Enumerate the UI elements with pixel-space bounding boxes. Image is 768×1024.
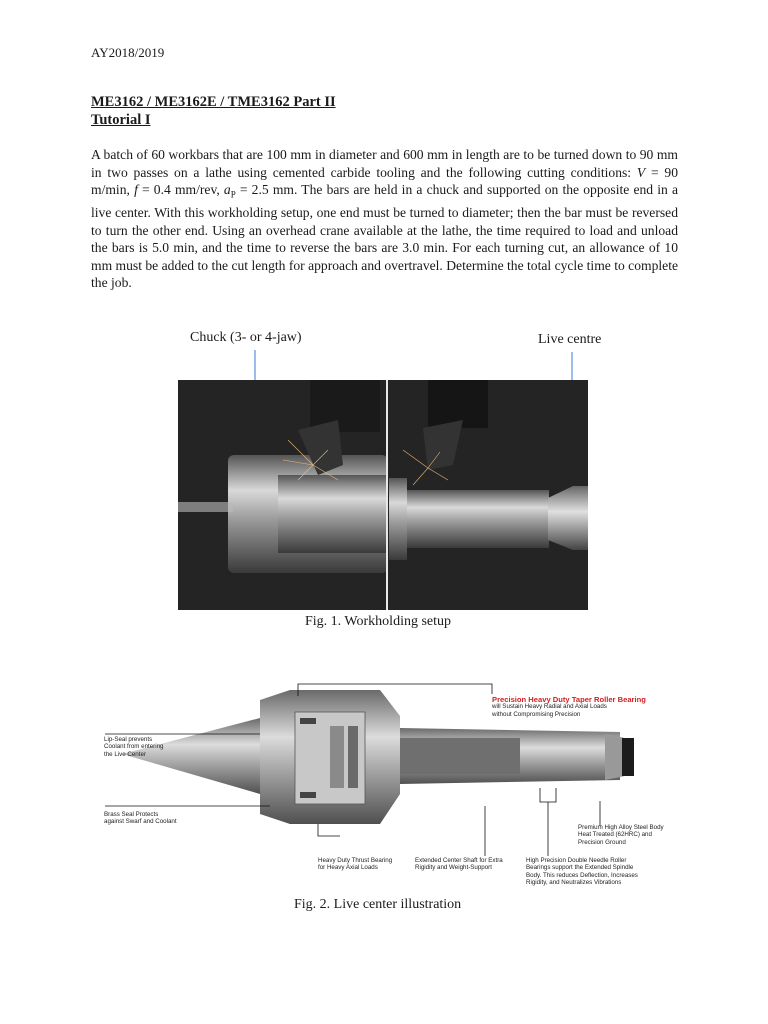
- brass-seal-line-1: Brass Seal Protects: [104, 811, 159, 818]
- lip-seal-line-2: Coolant from entering: [104, 743, 164, 751]
- steel-body-callout: [578, 824, 664, 846]
- body-line-2: Heat Treated (62HRC) and: [578, 831, 652, 839]
- chuck-label: Chuck (3- or 4-jaw): [190, 330, 302, 345]
- brass-seal-callout: [104, 811, 177, 826]
- lip-seal-callout: [104, 736, 164, 758]
- bearing-sub-2: without Compromising Precision: [492, 710, 581, 718]
- ap-value: = 2.5 mm.: [235, 182, 302, 197]
- lip-seal-line-1: Lip-Seal prevents: [104, 736, 153, 743]
- needle-line-3: Body. This reduces Deflection, Increases: [526, 871, 638, 879]
- course-title: ME3162 / ME3162E / TME3162 Part II: [91, 94, 336, 110]
- figure-2-caption: Fig. 2. Live center illustration: [294, 897, 462, 912]
- needle-line-2: Bearings support the Extended Spindle: [526, 864, 634, 872]
- thrust-bearing-callout: [318, 857, 392, 872]
- body-line-1: Premium High Alloy Steel Body: [578, 824, 664, 831]
- problem-text-2: The bars are held in a chuck and supported on the opposite end in a live center. With this workholding setup, one end must be turned to diameter; then the bar must be reversed to turn the other end. Using an overhead crane available at the lathe, the time required to load and unload the bars is 5.0 min, and the time to reverse the bars are 3.0 min. For each turning cut, an allowance of 10 mm must be added to the cut length for approach and overtravel. Determine the total cycle time to complete the job.: [91, 182, 678, 291]
- workholding-photo: [178, 380, 588, 610]
- body-line-3: Precision Ground: [578, 838, 626, 846]
- bearing-sub-1: will Sustain Heavy Radial and Axial Loads: [492, 703, 607, 711]
- needle-line-4: Rigidity, and Neutralizes Vibrations: [526, 879, 622, 887]
- academic-year: AY2018/2019: [91, 45, 165, 60]
- problem-text-1: A batch of 60 workbars that are 100 mm in diameter and 600 mm in length are to be turned down to 90 mm in two passes on a lathe using cemented carbide tooling and the following cutting conditions:: [91, 147, 678, 180]
- v-symbol: V: [636, 164, 646, 180]
- bearing-title: Precision Heavy Duty Taper Roller Bearing: [492, 695, 646, 704]
- ap-symbol: a: [223, 182, 231, 197]
- thrust-line-2: for Heavy Axial Loads: [318, 864, 378, 872]
- tutorial-title: Tutorial I: [91, 112, 151, 128]
- brass-seal-line-2: against Swarf and Coolant: [104, 818, 177, 826]
- lip-seal-line-3: the Live Center: [104, 750, 146, 758]
- needle-bearing-callout: [526, 857, 638, 887]
- shaft-line-2: Rigidity and Weight-Support: [415, 864, 492, 872]
- ap-subscript: P: [230, 189, 236, 200]
- figure-1-caption: Fig. 1. Workholding setup: [305, 614, 452, 629]
- thrust-line-1: Heavy Duty Thrust Bearing: [318, 857, 393, 864]
- live-center-diagram: [100, 676, 680, 896]
- needle-line-1: High Precision Double Needle Roller: [526, 857, 627, 864]
- v-value: = 90 m/min,: [91, 164, 678, 197]
- f-symbol: f: [134, 182, 138, 197]
- f-value: = 0.4 mm/rev,: [137, 182, 224, 197]
- center-shaft-callout: [415, 857, 503, 872]
- live-centre-label: Live centre: [538, 332, 602, 347]
- bearing-callout: [492, 696, 646, 718]
- shaft-line-1: Extended Center Shaft for Extra: [415, 857, 503, 864]
